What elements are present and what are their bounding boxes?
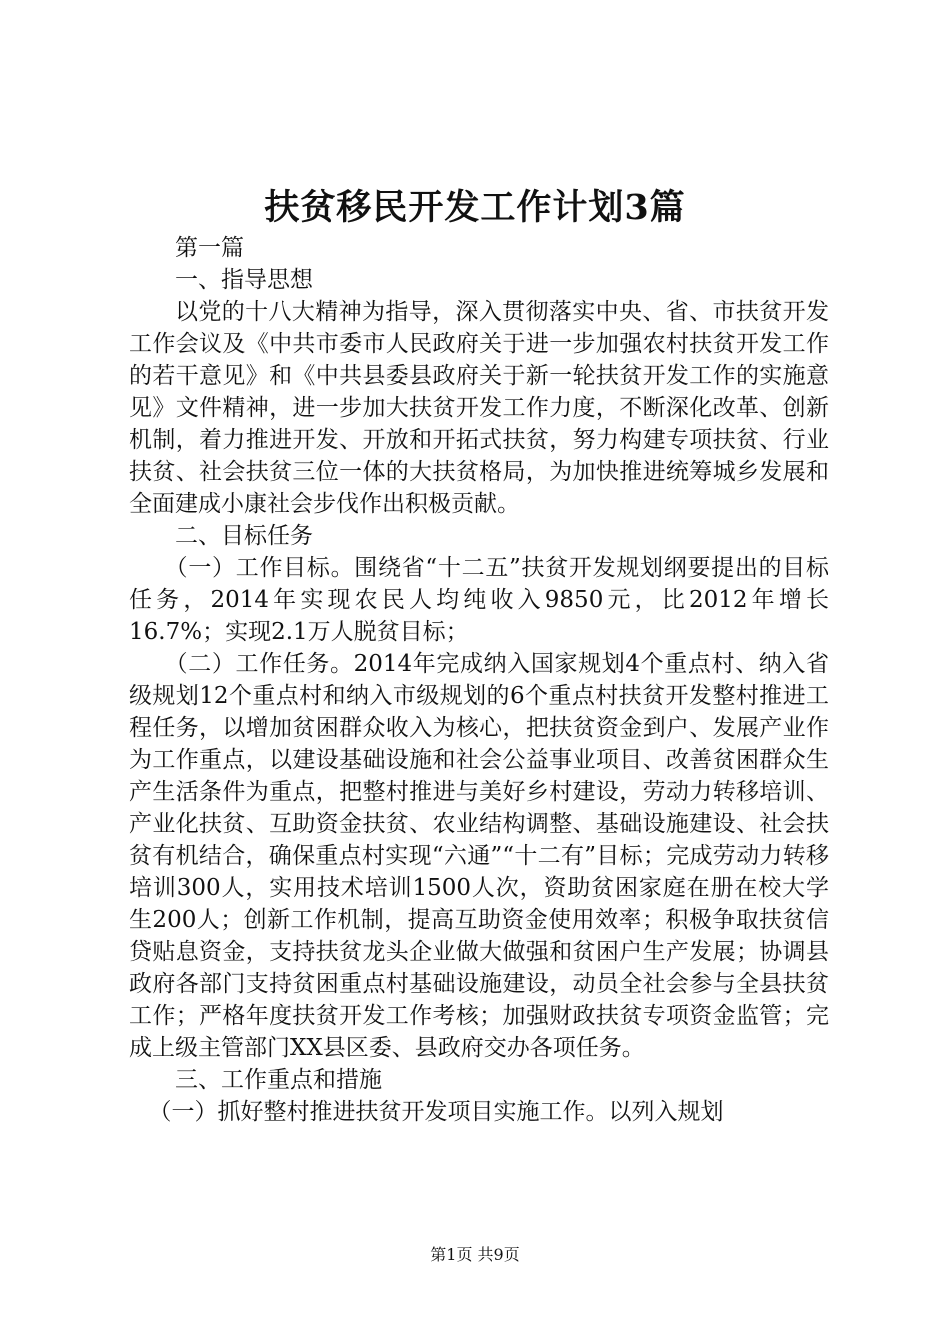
paragraph: 一、指导思想 (175, 267, 313, 293)
paragraph: 以党的十八大精神为指导，深入贯彻落实中央、省、市扶贫开发工作会议及《中共市委市人民政府关于进一步加强农村扶贫开发工作的若干意见》和《中共县委县政府关于新一轮扶贫开发工作的实施意见》文件精神，进一步加大扶贫开发工作力度，不断深化改革、创新机制，着力推进开发、开放和开拓式扶贫，努力构建专项扶贫、行业扶贫、社会扶贫三位一体的大扶贫格局，为加快推进统筹城乡发展和全面建成小康社会步伐作出积极贡献。 (129, 299, 829, 517)
paragraph: （二）工作任务。2014年完成纳入国家规划4个重点村、纳入省级规划12个重点村和纳入市级规划的6个重点村扶贫开发整村推进工程任务，以增加贫困群众收入为核心，把扶贫资金到户、发展产业作为工作重点，以建设基础设施和社会公益事业项目、改善贫困群众生产生活条件为重点，把整村推进与美好乡村建设，劳动力转移培训、产业化扶贫、互助资金扶贫、农业结构调整、基础设施建设、社会扶贫有机结合，确保重点村实现“六通”“十二有”目标；完成劳动力转移培训300人，实用技术培训1500人次，资助贫困家庭在册在校大学生200人；创新工作机制，提高互助资金使用效率；积极争取扶贫信贷贴息资金，支持扶贫龙头企业做大做强和贫困户生产发展；协调县政府各部门支持贫困重点村基础设施建设，动员全社会参与全县扶贫工作；严格年度扶贫开发工作考核；加强财政扶贫专项资金监管；完成上级主管部门XX县区委、县政府交办各项任务。 (129, 651, 829, 1061)
paragraph: 三、工作重点和措施 (175, 1067, 382, 1093)
document-body (129, 232, 829, 1128)
paragraph: （一）工作目标。围绕省“十二五”扶贫开发规划纲要提出的目标任务，2014年实现农民人均纯收入9850元，比2012年增长16.7%；实现2.1万人脱贫目标； (129, 555, 829, 645)
page-footer: 第1页 共9页 (430, 1245, 520, 1264)
paragraph: （一）抓好整村推进扶贫开发项目实施工作。以列入规划 (148, 1099, 724, 1125)
paragraph: 第一篇 (175, 235, 244, 261)
paragraph: 二、目标任务 (175, 523, 313, 549)
document-title: 扶贫移民开发工作计划3篇 (264, 187, 686, 228)
